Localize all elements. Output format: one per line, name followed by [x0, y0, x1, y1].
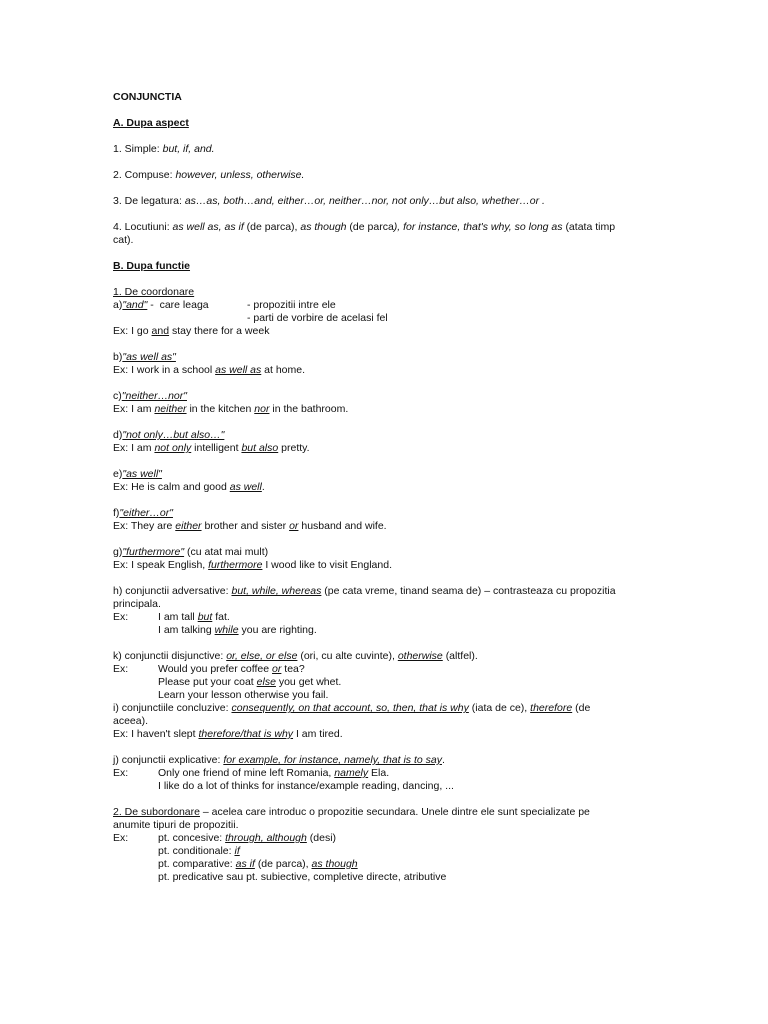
aspect-item-legatura: 3. De legatura: as…as, both…and, either…or, neither…nor, not only…but also, whether…or . — [113, 195, 545, 207]
coord-h-ex-label: Ex: — [113, 611, 129, 623]
coord-c-example: Ex: I am neither in the kitchen nor in the bathroom. — [113, 403, 349, 415]
coord-k-title: k) conjunctii disjunctive: or, else, or else (ori, cu alte cuvinte), otherwise (altfel). — [113, 650, 478, 662]
aspect-item-compuse: 2. Compuse: however, unless, otherwise. — [113, 169, 305, 181]
section-a-heading: A. Dupa aspect — [113, 117, 189, 129]
coord-a-col1: - propozitii intre ele — [247, 299, 336, 311]
sub-line-predicative: pt. predicative sau pt. subiective, completive directe, atributive — [158, 871, 447, 883]
coord-e-title: e)"as well" — [113, 468, 162, 480]
sub-line-concesive: pt. concesive: through, although (desi) — [158, 832, 337, 844]
page-title: CONJUNCTIA — [113, 91, 182, 103]
aspect-item-simple: 1. Simple: but, if, and. — [113, 143, 215, 155]
section-b-heading: B. Dupa functie — [113, 260, 191, 272]
coordonare-heading: 1. De coordonare — [113, 286, 195, 298]
coord-h-sentence-2: I am talking while you are righting. — [158, 624, 317, 636]
sub-line-conditionale: pt. conditionale: if — [158, 845, 240, 857]
coord-h-title: h) conjunctii adversative: but, while, whereas (pe cata vreme, tinand seama de) – contrasteaza cu propozitia — [113, 585, 616, 597]
coord-k-sentence-3: Learn your lesson otherwise you fail. — [158, 689, 329, 701]
coord-f-title: f)"either…or" — [113, 507, 173, 519]
coord-d-example: Ex: I am not only intelligent but also pretty. — [113, 442, 310, 454]
coord-c-title: c)"neither…nor" — [113, 390, 187, 402]
coord-j-sentence-2: I like do a lot of thinks for instance/example reading, dancing, ... — [158, 780, 454, 792]
coord-g-example: Ex: I speak English, furthermore I wood like to visit England. — [113, 559, 392, 571]
subordonare-heading-line: 2. De subordonare – acelea care introduc o propozitie secundara. Unele dintre ele sunt specializate pe — [113, 806, 590, 818]
coord-h-cont: principala. — [113, 598, 161, 610]
coord-i-example: Ex: I haven't slept therefore/that is why I am tired. — [113, 728, 343, 740]
coord-a-example: Ex: I go and stay there for a week — [113, 325, 270, 337]
coord-k-sentence-2: Please put your coat else you get whet. — [158, 676, 342, 688]
coord-j-title: j) conjunctii explicative: for example, for instance, namely, that is to say. — [113, 754, 445, 766]
subordonare-ex-label: Ex: — [113, 832, 129, 844]
subordonare-cont: anumite tipuri de propozitii. — [113, 819, 239, 831]
coord-g-title: g)"furthermore" (cu atat mai mult) — [113, 546, 269, 558]
subordonare-heading: 2. De subordonare — [113, 806, 200, 818]
aspect-item-locutiuni-cont: cat). — [113, 234, 134, 246]
coord-i-cont: aceea). — [113, 715, 149, 727]
coord-f-example: Ex: They are either brother and sister or husband and wife. — [113, 520, 387, 532]
coord-i-title: i) conjunctiile concluzive: consequently, on that account, so, then, that is why (iata de ce), therefore (de — [113, 702, 591, 714]
sub-line-comparative: pt. comparative: as if (de parca), as though — [158, 858, 358, 870]
coord-a-title: a)"and" - care leaga — [113, 299, 209, 311]
coord-b-example: Ex: I work in a school as well as at home. — [113, 364, 306, 376]
coord-a-col2: - parti de vorbire de acelasi fel — [247, 312, 388, 324]
coord-b-title: b)"as well as" — [113, 351, 176, 363]
coord-k-ex-label: Ex: — [113, 663, 129, 675]
coord-h-sentence-1: I am tall but fat. — [158, 611, 230, 623]
coord-d-title: d)"not only…but also…" — [113, 429, 225, 441]
coord-e-example: Ex: He is calm and good as well. — [113, 481, 265, 493]
coord-j-sentence-1: Only one friend of mine left Romania, namely Ela. — [158, 767, 390, 779]
coord-k-sentence-1: Would you prefer coffee or tea? — [158, 663, 305, 675]
aspect-item-locutiuni: 4. Locutiuni: as well as, as if (de parca), as though (de parca), for instance, that's why, so long as (atata timp — [113, 221, 616, 233]
coord-j-ex-label: Ex: — [113, 767, 129, 779]
